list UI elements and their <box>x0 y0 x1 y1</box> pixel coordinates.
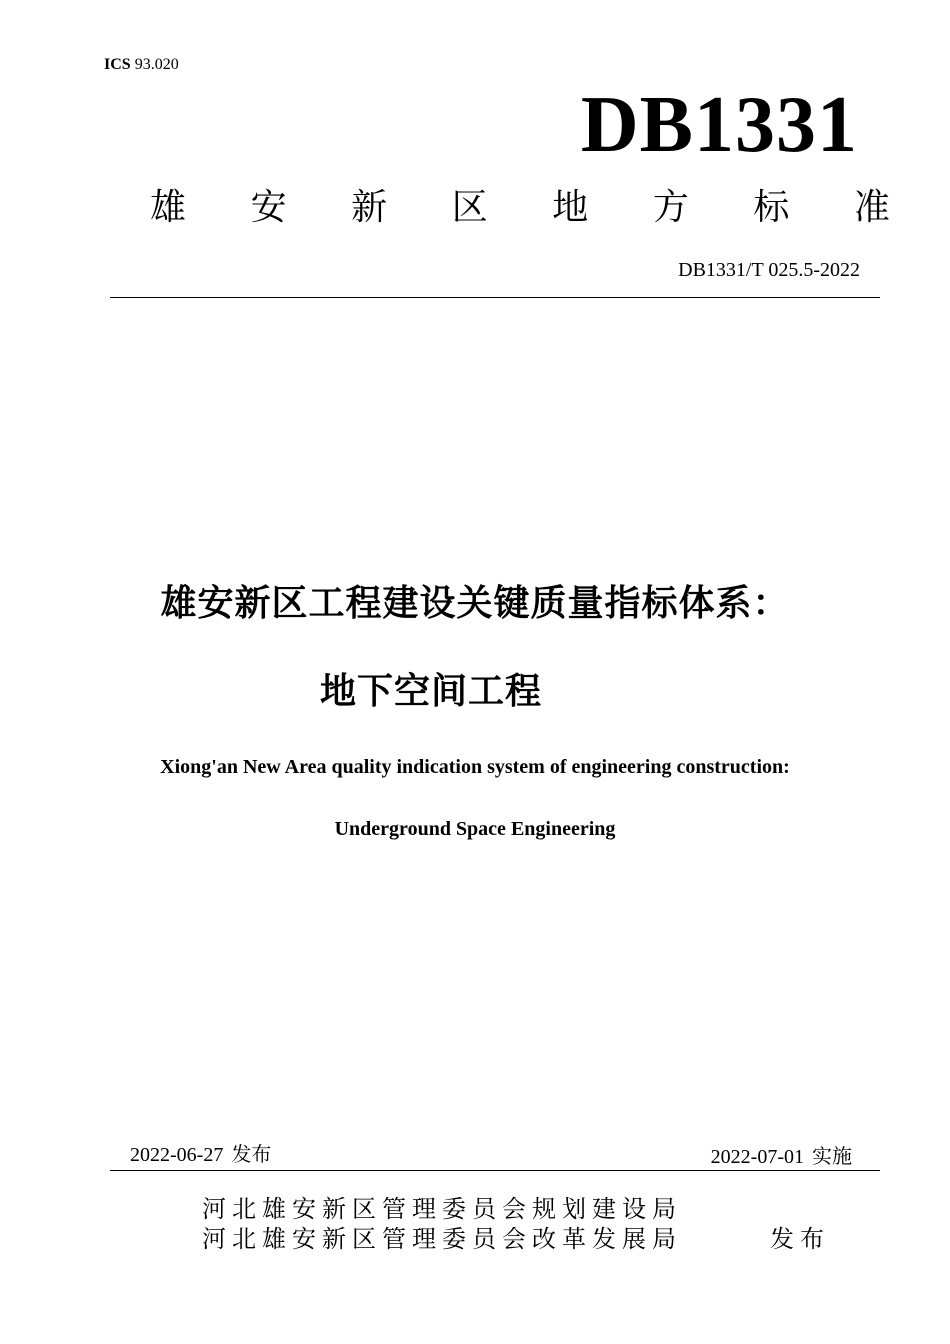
implement-date-value: 2022-07-01 <box>710 1146 804 1168</box>
implement-date <box>711 1140 852 1169</box>
ics-label: ICS <box>104 56 131 73</box>
publish-label: 发布 <box>231 1142 272 1166</box>
standard-type <box>150 186 890 230</box>
standard-code: DB1331 <box>580 81 858 169</box>
standard-type-char: 新 <box>351 187 388 228</box>
standard-type-char: 安 <box>250 187 287 228</box>
title-english-line2: Underground Space Engineering <box>334 818 616 840</box>
standard-type-char: 准 <box>853 187 890 228</box>
issue-label: 发布 <box>770 1225 830 1253</box>
standard-type-char: 地 <box>552 187 589 228</box>
issuer-planning-bureau: 河北雄安新区管理委员会规划建设局 <box>202 1195 682 1223</box>
ics-code: 93.020 <box>134 56 179 73</box>
standard-type-char: 雄 <box>150 187 187 228</box>
title-chinese-line1: 雄安新区工程建设关键质量指标体系： <box>160 583 790 624</box>
top-divider <box>110 297 880 298</box>
standard-type-char: 区 <box>451 187 488 228</box>
title-chinese-line2: 地下空间工程 <box>320 671 543 712</box>
publish-date-value: 2022-06-27 <box>130 1144 224 1166</box>
standard-type-char: 标 <box>753 187 790 228</box>
standard-number: DB1331/T 025.5-2022 <box>678 259 860 281</box>
bottom-divider <box>110 1170 880 1171</box>
publish-date <box>130 1138 271 1167</box>
issuer-reform-bureau: 河北雄安新区管理委员会改革发展局 <box>202 1225 682 1253</box>
title-english-line1: Xiong'an New Area quality indication system of engineering construction: <box>160 756 790 778</box>
implement-label: 实施 <box>812 1144 852 1168</box>
ics-classification <box>104 56 179 74</box>
standard-type-char: 方 <box>652 187 689 228</box>
